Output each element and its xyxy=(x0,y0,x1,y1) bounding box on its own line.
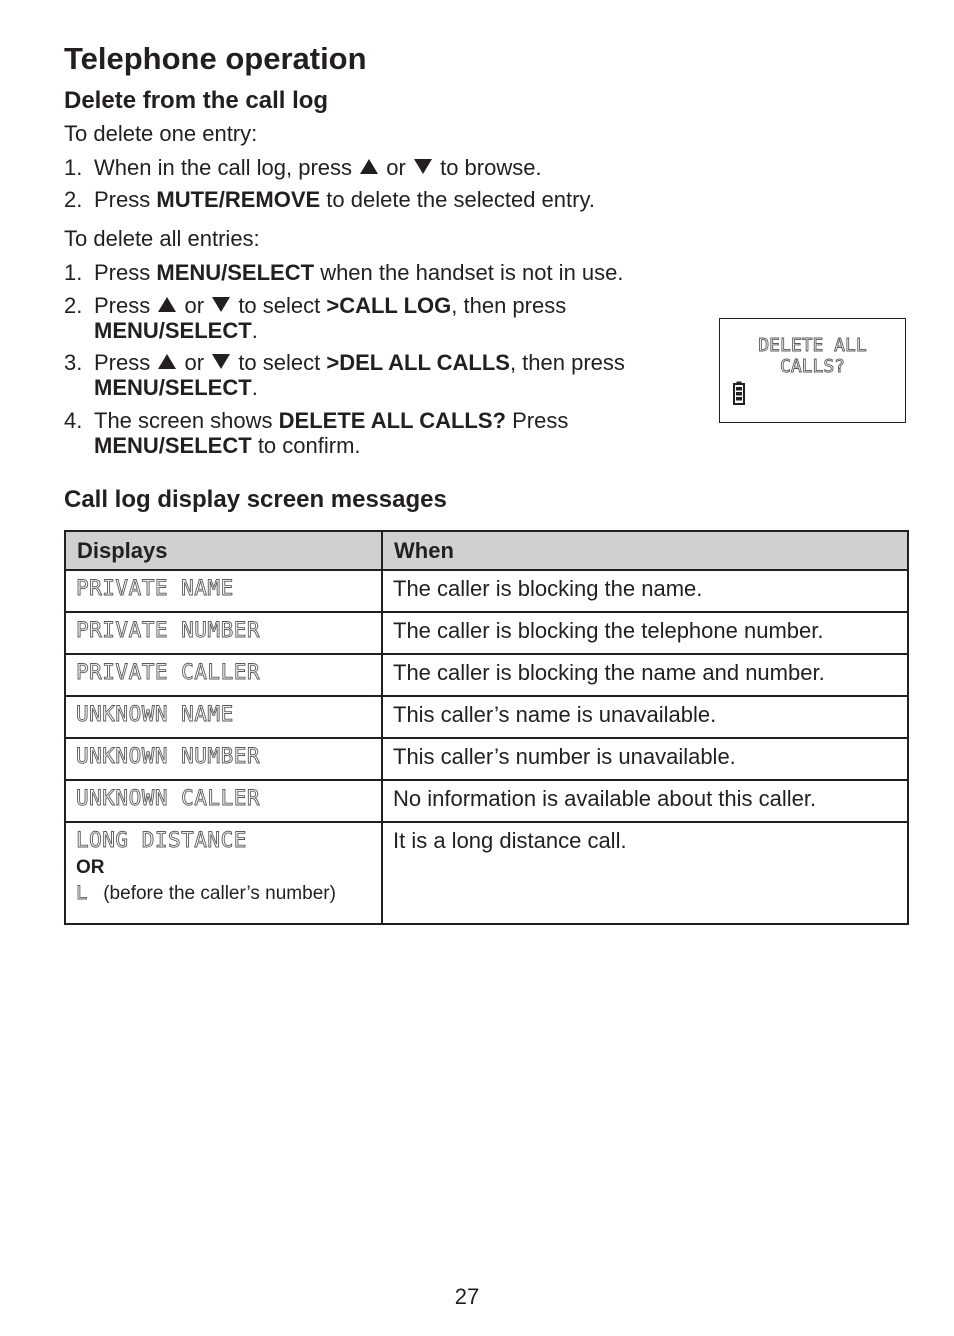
down-arrow-icon xyxy=(414,159,432,174)
step-text: Press xyxy=(94,293,151,318)
step-text: The screen shows xyxy=(94,408,273,433)
section-heading-messages: Call log display screen messages xyxy=(64,486,447,513)
down-arrow-icon xyxy=(212,354,230,369)
step-text: or xyxy=(386,155,406,180)
one-entry-intro: To delete one entry: xyxy=(64,121,258,146)
step-text: Press xyxy=(94,260,151,285)
when-cell: The caller is blocking the name and number. xyxy=(382,654,908,696)
display-cell: PRIVATE NUMBER xyxy=(65,612,382,654)
column-header-when: When xyxy=(382,531,908,570)
when-cell: The caller is blocking the telephone number. xyxy=(382,612,908,654)
display-cell: PRIVATE CALLER xyxy=(65,654,382,696)
all-entries-step-4 xyxy=(64,408,704,458)
table-row xyxy=(65,696,908,738)
step-text: to confirm. xyxy=(257,433,361,458)
screen-message: DELETE ALL CALLS? xyxy=(278,408,506,433)
one-entry-step-2 xyxy=(64,187,704,212)
display-cell: PRIVATE NAME xyxy=(65,570,382,612)
all-entries-step-3 xyxy=(64,350,704,400)
key-name: MENU/SELECT xyxy=(94,433,252,458)
menu-option: >DEL ALL CALLS xyxy=(326,350,510,375)
up-arrow-icon xyxy=(360,159,378,174)
step-number: 4. xyxy=(64,408,83,433)
when-cell: This caller’s number is unavailable. xyxy=(382,738,908,780)
step-text: Press xyxy=(512,408,569,433)
step-text: or xyxy=(184,293,205,318)
one-entry-step-1 xyxy=(64,155,704,180)
step-text: when the handset is not in use. xyxy=(320,260,624,285)
step-text: . xyxy=(251,375,258,400)
table-row xyxy=(65,654,908,696)
step-text: , then press xyxy=(509,350,625,375)
step-number: 2. xyxy=(64,187,83,212)
table-row xyxy=(65,570,908,612)
symbol-note: (before the caller’s number) xyxy=(103,883,336,904)
all-entries-step-1 xyxy=(64,260,704,285)
page-number: 27 xyxy=(454,1284,480,1309)
step-text: to select xyxy=(238,293,321,318)
table-row xyxy=(65,612,908,654)
display-cell: UNKNOWN CALLER xyxy=(65,780,382,822)
step-text: or xyxy=(184,350,205,375)
when-cell: The caller is blocking the name. xyxy=(382,570,908,612)
when-cell: It is a long distance call. xyxy=(382,822,908,924)
when-cell: No information is available about this caller. xyxy=(382,780,908,822)
long-distance-symbol: L xyxy=(76,882,88,904)
key-name: MENU/SELECT xyxy=(94,318,252,343)
long-distance-symbol-row xyxy=(76,880,371,907)
screen-text xyxy=(720,335,905,377)
step-text: . xyxy=(251,318,258,343)
screen-line: DELETE ALL xyxy=(758,335,867,356)
down-arrow-icon xyxy=(212,297,230,312)
handset-screen-illustration xyxy=(719,318,906,423)
all-entries-step-2 xyxy=(64,293,704,343)
step-text: When in the call log, press xyxy=(94,155,353,180)
column-header-displays: Displays xyxy=(65,531,382,570)
all-entries-intro: To delete all entries: xyxy=(64,226,260,251)
step-text: to select xyxy=(238,350,321,375)
step-number: 1. xyxy=(64,260,83,285)
step-text: to browse. xyxy=(440,155,542,180)
key-name: MENU/SELECT xyxy=(94,375,252,400)
messages-table xyxy=(64,530,909,925)
menu-option: >CALL LOG xyxy=(326,293,452,318)
step-text: , then press xyxy=(451,293,567,318)
display-cell: UNKNOWN NAME xyxy=(65,696,382,738)
step-number: 2. xyxy=(64,293,83,318)
step-text: to delete the selected entry. xyxy=(326,187,595,212)
when-cell: This caller’s name is unavailable. xyxy=(382,696,908,738)
key-name: MUTE/REMOVE xyxy=(156,187,321,212)
battery-icon xyxy=(733,381,745,405)
table-header-row xyxy=(65,531,908,570)
step-text: Press xyxy=(94,350,151,375)
step-number: 1. xyxy=(64,155,83,180)
display-cell xyxy=(65,822,382,924)
key-name: MENU/SELECT xyxy=(156,260,315,285)
page-title: Telephone operation xyxy=(64,41,367,76)
step-text: Press xyxy=(94,187,151,212)
display-long-distance: LONG DISTANCE xyxy=(76,828,247,852)
screen-line: CALLS? xyxy=(779,356,846,377)
display-cell: UNKNOWN NUMBER xyxy=(65,738,382,780)
section-heading-delete: Delete from the call log xyxy=(64,87,329,114)
table-row xyxy=(65,780,908,822)
or-label: OR xyxy=(76,857,105,878)
up-arrow-icon xyxy=(158,354,176,369)
up-arrow-icon xyxy=(158,297,176,312)
table-row xyxy=(65,738,908,780)
step-number: 3. xyxy=(64,350,83,375)
table-row xyxy=(65,822,908,924)
